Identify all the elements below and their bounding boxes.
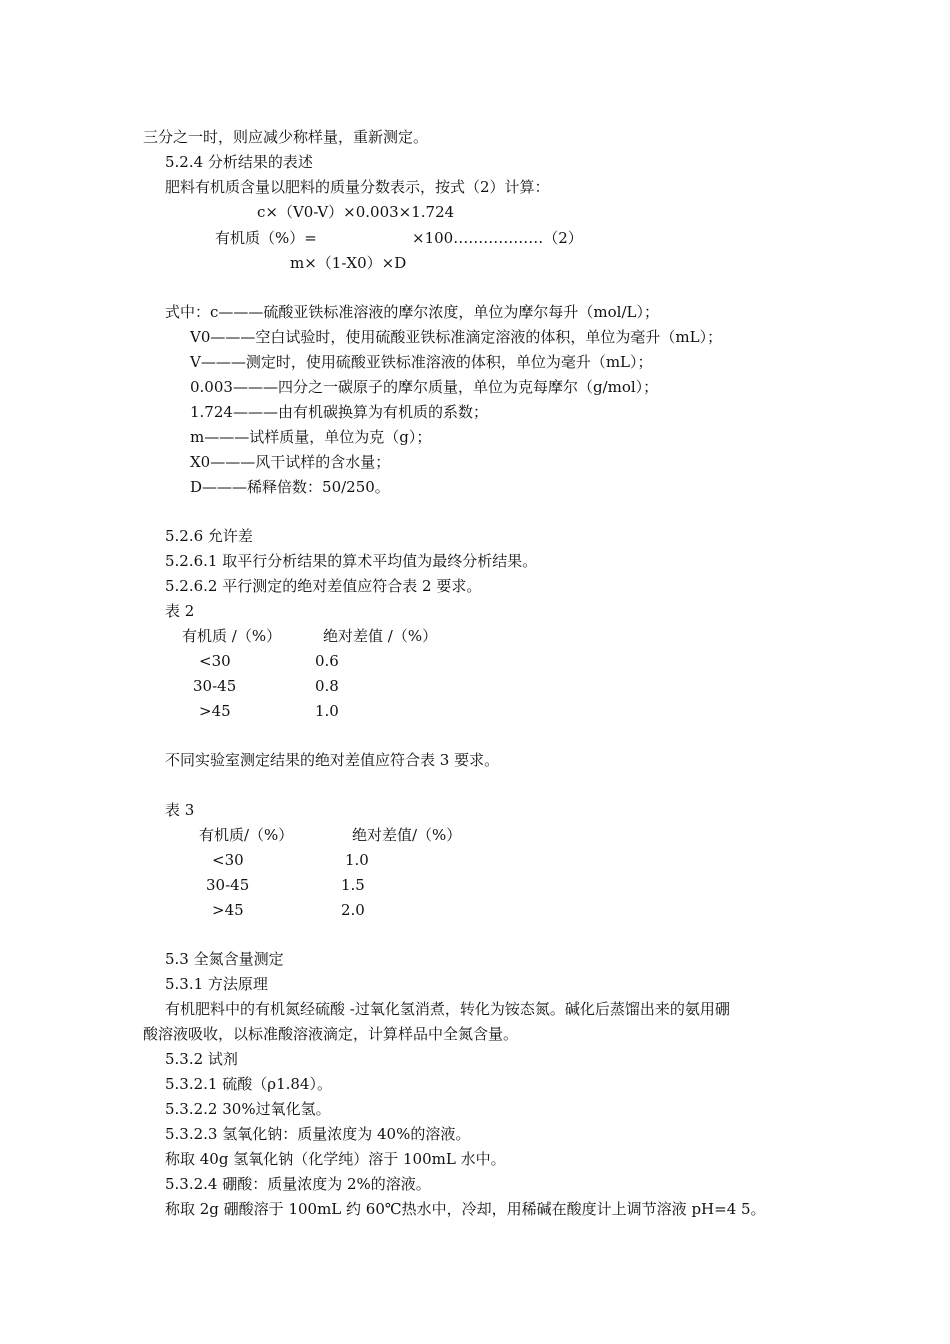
table-cell: 30-45 (206, 876, 250, 894)
table-cell: 0.6 (315, 652, 339, 670)
section-5-3-2-3: 5.3.2.3 氢氧化钠：质量浓度为 40%的溶液。 (165, 1125, 471, 1143)
table-cell: 1.0 (315, 702, 339, 720)
table-cell: >45 (212, 901, 244, 919)
section-5-3-2-1: 5.3.2.1 硫酸（ρ1.84）。 (165, 1075, 332, 1093)
table-cell: 1.5 (341, 876, 365, 894)
section-5-3-2-2: 5.3.2.2 30%过氧化氢。 (165, 1100, 331, 1118)
formula-numerator: c×（V0-V）×0.003×1.724 (257, 203, 455, 221)
inter-lab-text: 不同实验室测定结果的绝对差值应符合表 3 要求。 (165, 751, 500, 769)
section-5-2-4-text: 肥料有机质含量以肥料的质量分数表示，按式（2）计算： (165, 178, 550, 196)
principle-line: 酸溶液吸收，以标准酸溶液滴定，计算样品中全氮含量。 (143, 1025, 519, 1043)
table-header: 绝对差值 /（%） (323, 627, 438, 645)
variable-line: 式中：c———硫酸亚铁标准溶液的摩尔浓度，单位为摩尔每升（mol/L）； (165, 303, 659, 321)
table-header: 绝对差值/（%） (352, 826, 462, 844)
principle-line: 有机肥料中的有机氮经硫酸 -过氧化氢消煮，转化为铵态氮。碱化后蒸馏出来的氨用硼 (165, 1000, 730, 1018)
variable-line: V———测定时，使用硫酸亚铁标准溶液的体积，单位为毫升（mL）； (190, 353, 653, 371)
naoh-preparation: 称取 40g 氢氧化钠（化学纯）溶于 100mL 水中。 (165, 1150, 506, 1168)
formula-denominator: m×（1-X0）×D (290, 254, 407, 272)
section-5-2-6-title: 5.2.6 允许差 (165, 527, 253, 545)
variable-line: D———稀释倍数：50/250。 (190, 478, 390, 496)
section-5-3-title: 5.3 全氮含量测定 (165, 950, 284, 968)
section-5-3-2-4: 5.3.2.4 硼酸：质量浓度为 2%的溶液。 (165, 1175, 431, 1193)
table-cell: >45 (199, 702, 231, 720)
intro-line: 三分之一时，则应减少称样量，重新测定。 (143, 128, 429, 146)
table-header: 有机质 /（%） (182, 627, 282, 645)
section-5-2-4-title: 5.2.4 分析结果的表述 (165, 153, 313, 171)
table-cell: 0.8 (315, 677, 339, 695)
table-cell: <30 (199, 652, 231, 670)
table-label: 表 3 (165, 801, 195, 819)
table-cell: 30-45 (193, 677, 237, 695)
table-cell: 1.0 (345, 851, 369, 869)
variable-line: V0———空白试验时，使用硫酸亚铁标准滴定溶液的体积，单位为毫升（mL）； (190, 328, 723, 346)
table-header: 有机质/（%） (199, 826, 294, 844)
variable-line: 0.003———四分之一碳原子的摩尔质量，单位为克每摩尔（g/mol）； (190, 378, 659, 396)
section-5-2-6-1: 5.2.6.1 取平行分析结果的算术平均值为最终分析结果。 (165, 552, 538, 570)
variable-line: X0———风干试样的含水量； (190, 453, 391, 471)
section-5-2-6-2: 5.2.6.2 平行测定的绝对差值应符合表 2 要求。 (165, 577, 482, 595)
variable-line: 1.724———由有机碳换算为有机质的系数； (190, 403, 488, 421)
boric-acid-preparation: 称取 2g 硼酸溶于 100mL 约 60℃热水中，冷却，用稀碱在酸度计上调节溶液 pH=4 5。 (165, 1200, 766, 1218)
formula-lhs: 有机质（%）= (215, 229, 317, 247)
variable-line: m———试样质量，单位为克（g）； (190, 428, 432, 446)
section-5-3-1-title: 5.3.1 方法原理 (165, 975, 268, 993)
table-cell: <30 (212, 851, 244, 869)
section-5-3-2-title: 5.3.2 试剂 (165, 1050, 238, 1068)
table-cell: 2.0 (341, 901, 365, 919)
formula-multiplier: ×100………………（2） (412, 229, 583, 247)
table-label: 表 2 (165, 602, 195, 620)
